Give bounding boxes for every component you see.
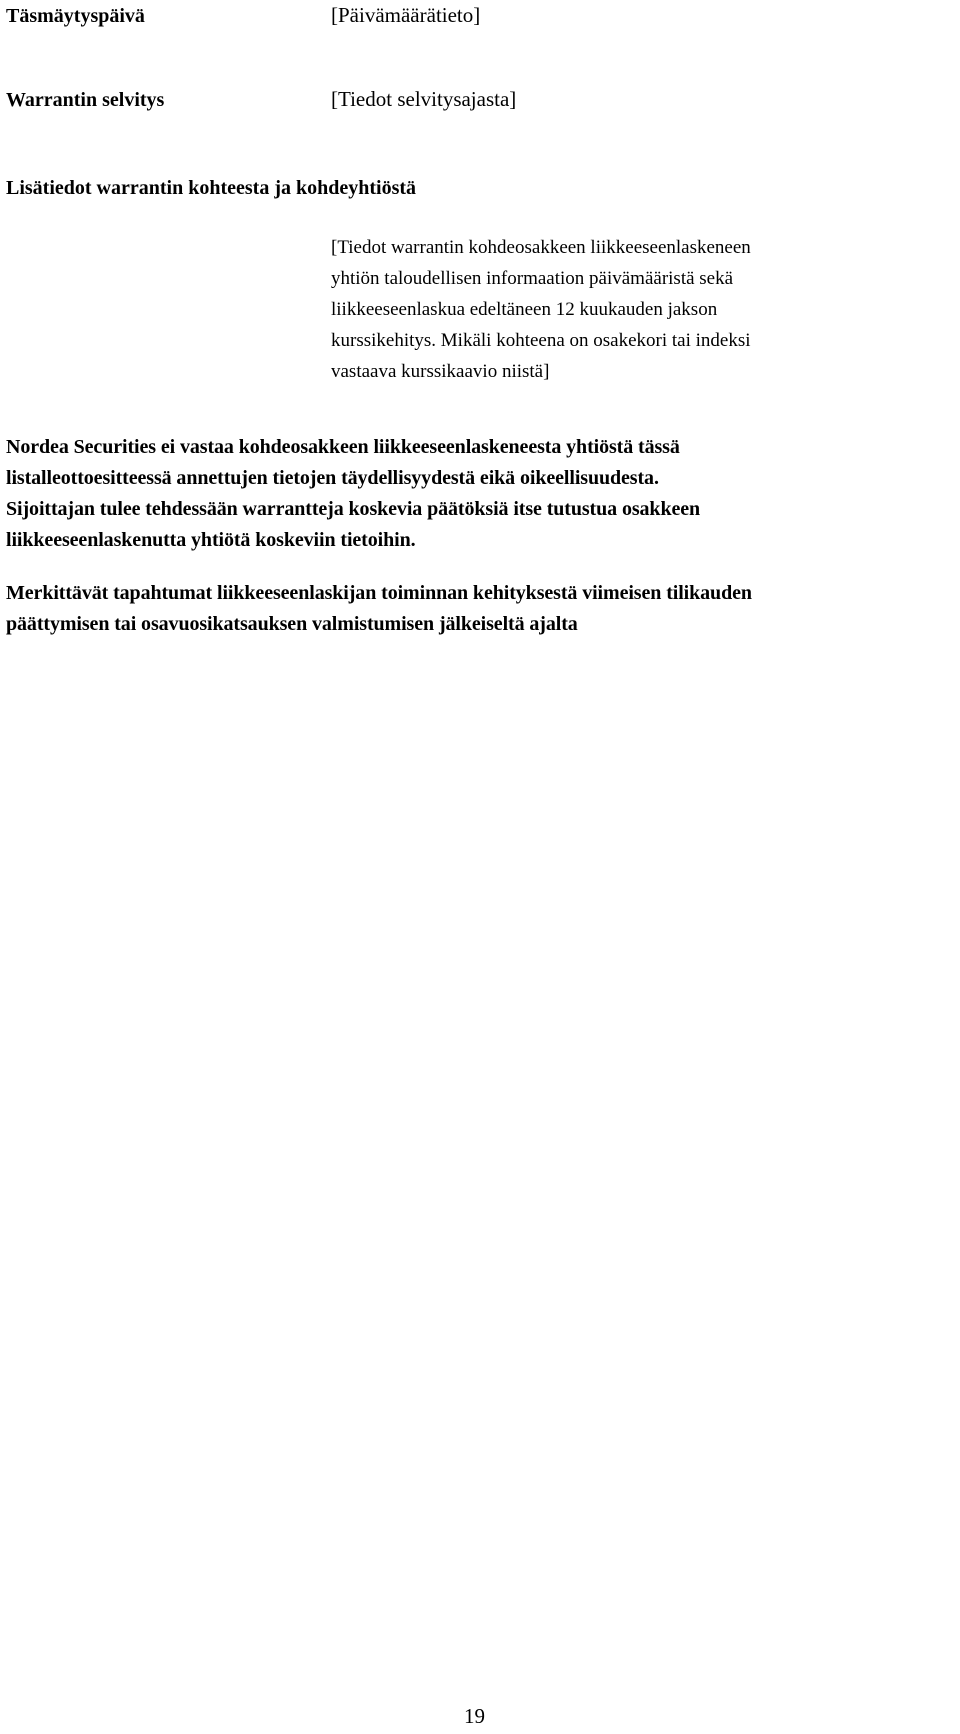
disclaimer-paragraph	[6, 432, 700, 556]
settlement-reconciliation-date-label: Täsmäytyspäivä	[6, 5, 145, 27]
info-line: liikkeeseenlaskua edeltäneen 12 kuukauden jakson	[331, 299, 718, 320]
info-line: kurssikehitys. Mikäli kohteena on osakekori tai indeksi	[331, 330, 751, 351]
disclaimer-line: Sijoittajan tulee tehdessään warrantteja koskevia päätöksiä itse tutustua osakkeen	[6, 498, 701, 520]
events-line: Merkittävät tapahtumat liikkeeseenlaskijan toiminnan kehityksestä viimeisen tilikauden	[6, 582, 752, 604]
warrant-settlement-label: Warrantin selvitys	[6, 89, 165, 111]
warrant-settlement-value: [Tiedot selvitysajasta]	[331, 87, 517, 111]
info-line: yhtiön taloudellisen informaation päivämääristä sekä	[331, 268, 734, 289]
underlying-info-paragraph	[331, 232, 891, 387]
disclaimer-line: liikkeeseenlaskenutta yhtiötä koskeviin tietoihin.	[6, 529, 416, 551]
disclaimer-line: listalleottoesitteessä annettujen tietojen täydellisyydestä eikä oikeellisuudesta.	[6, 467, 659, 489]
material-events-paragraph	[6, 578, 752, 640]
info-line: [Tiedot warrantin kohdeosakkeen liikkeeseenlaskeneen	[331, 237, 751, 258]
info-line: vastaava kurssikaavio niistä]	[331, 361, 550, 382]
events-line: päättymisen tai osavuosikatsauksen valmistumisen jälkeiseltä ajalta	[6, 613, 578, 635]
page-number: 19	[464, 1704, 485, 1728]
disclaimer-line: Nordea Securities ei vastaa kohdeosakkeen liikkeeseenlaskeneesta yhtiöstä tässä	[6, 436, 680, 458]
settlement-reconciliation-date-value: [Päivämäärätieto]	[331, 3, 481, 27]
section-heading: Lisätiedot warrantin kohteesta ja kohdeyhtiöstä	[6, 177, 417, 199]
